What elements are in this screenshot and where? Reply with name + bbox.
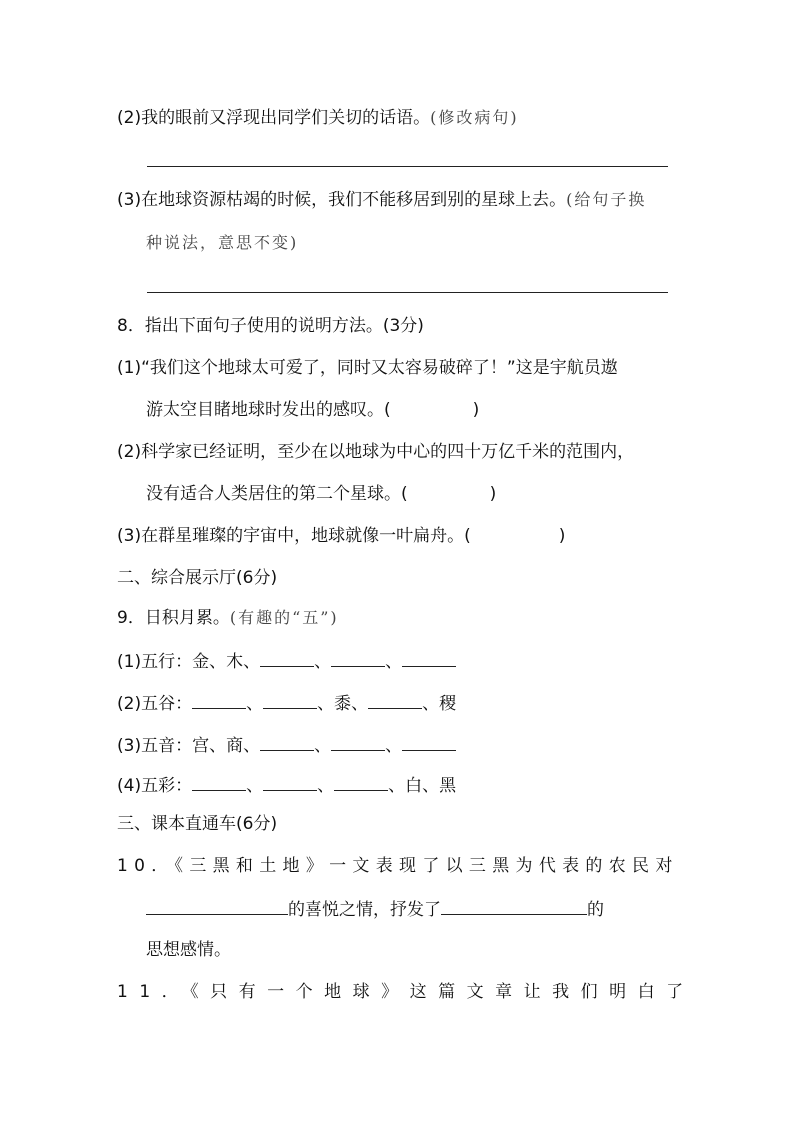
fill-blank[interactable] [146,896,288,915]
given-word: 木 [226,652,244,672]
fill-blank[interactable] [334,772,388,791]
q11-line1: 11．《只有一个地球》这篇文章让我们明白了 [117,982,695,1002]
separator: 、 [209,736,227,756]
given-word: 金 [192,652,210,672]
q8-item1-text: 游太空目睹地球时发出的感叹。( [146,400,391,420]
fill-blank[interactable] [263,772,317,791]
fill-blank[interactable] [402,648,456,667]
q7-item3-hint-cont: 种说法，意思不变) [146,233,299,252]
q9-wugu [117,690,456,716]
q9-wucai [117,772,456,798]
given-word: 黍 [334,694,352,714]
given-word: 宫 [192,736,210,756]
wuyin-label: (3)五音： [117,736,193,756]
separator: 、 [351,694,369,714]
close-paren: ) [472,400,480,420]
separator: 、 [385,736,403,756]
q10-line2 [146,896,604,922]
q10-end-text: 的 [587,900,604,920]
q7-item3 [117,188,646,212]
fill-blank[interactable] [441,896,587,915]
separator: 、 [209,652,227,672]
section2-title: 二、综合展示厅(6分) [117,568,278,588]
separator: 、 [243,652,261,672]
q9-title-text: 9．日积月累。 [117,608,230,628]
q7-item2 [117,106,519,130]
separator: 、 [246,694,264,714]
q9-title [117,606,339,630]
q7-item2-hint: (修改病句) [430,108,519,127]
separator: 、 [422,776,440,796]
separator: 、 [314,652,332,672]
q8-item1-cont [146,398,479,422]
section3-title: 三、课本直通车(6分) [117,814,278,834]
q8-item1: (1)“我们这个地球太可爱了，同时又太容易破碎了！”这是宇航员遨 [117,358,618,378]
wucai-label: (4)五彩： [117,776,193,796]
q7-item3-hint: (给句子换 [566,190,647,209]
close-paren: ) [489,484,497,504]
q10-mid-text: 的喜悦之情，抒发了 [288,900,441,920]
separator: 、 [422,694,440,714]
fill-blank[interactable] [402,732,456,751]
q8-item3 [117,524,565,548]
fill-blank[interactable] [260,732,314,751]
separator: 、 [246,776,264,796]
q10-line3: 思想感情。 [146,940,231,960]
separator: 、 [385,652,403,672]
fill-blank[interactable] [368,690,422,709]
answer-line[interactable] [147,292,668,293]
wugu-label: (2)五谷： [117,694,193,714]
q8-item3-text: (3)在群星璀璨的宇宙中，地球就像一叶扁舟。( [117,526,471,546]
q9-hint: (有趣的“五”) [229,608,339,627]
given-word: 商 [226,736,244,756]
separator: 、 [243,736,261,756]
fill-blank[interactable] [331,732,385,751]
q9-wuxing [117,648,456,674]
fill-blank[interactable] [192,772,246,791]
fill-blank[interactable] [192,690,246,709]
q7-item3-text: (3)在地球资源枯竭的时候，我们不能移居到别的星球上去。 [117,190,567,210]
fill-blank[interactable] [263,690,317,709]
q9-wuyin [117,732,456,758]
q8-item2: (2)科学家已经证明，至少在以地球为中心的四十万亿千米的范围内， [117,442,635,462]
answer-line[interactable] [147,166,668,167]
fill-blank[interactable] [260,648,314,667]
separator: 、 [314,736,332,756]
wuxing-label: (1)五行： [117,652,193,672]
q7-item2-text: (2)我的眼前又浮现出同学们关切的话语。 [117,108,431,128]
separator: 、 [317,776,335,796]
separator: 、 [388,776,406,796]
q8-item2-text: 没有适合人类居住的第二个星球。( [146,484,408,504]
q8-item2-cont [146,482,496,506]
close-paren: ) [558,526,566,546]
separator: 、 [317,694,335,714]
q8-title: 8．指出下面句子使用的说明方法。(3分) [117,316,424,336]
given-word: 白 [405,776,423,796]
q10-line1: 10．《三黑和土地》一文表现了以三黑为代表的农民对 [117,856,679,876]
given-word: 黑 [439,776,457,796]
given-word: 稷 [439,694,457,714]
fill-blank[interactable] [331,648,385,667]
